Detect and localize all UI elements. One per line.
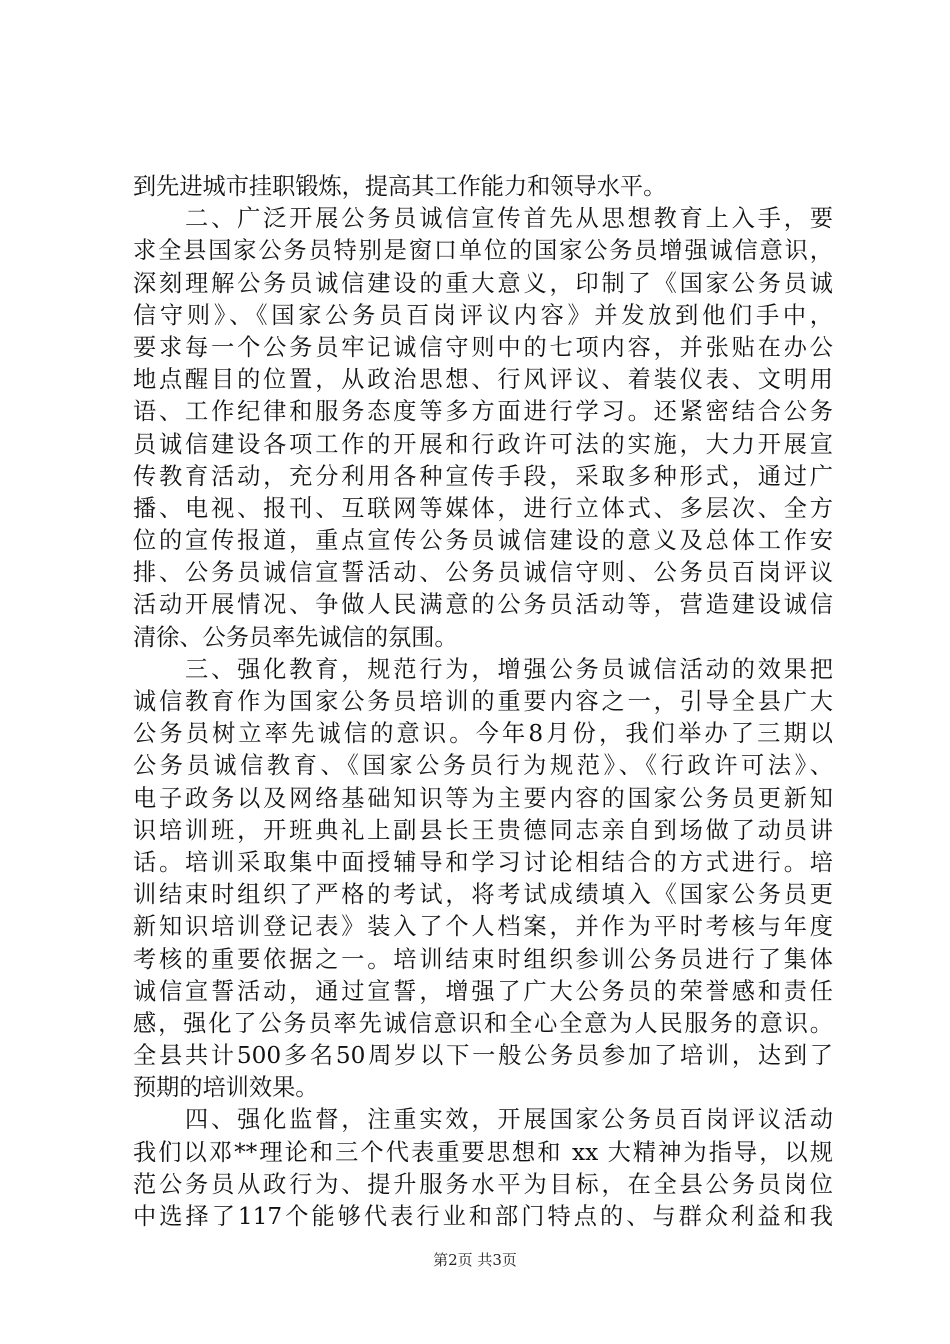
text-line: 电子政务以及网络基础知识等为主要内容的国家公务员更新知 (133, 784, 833, 812)
text-line: 全县共计500多名50周岁以下一般公务员参加了培训，达到了 (133, 1042, 833, 1070)
text-line: 考核的重要依据之一。培训结束时组织参训公务员进行了集体 (133, 945, 833, 973)
text-line: 诚信宣誓活动，通过宣誓，增强了广大公务员的荣誉感和责任 (133, 977, 833, 1005)
text-line: 识培训班，开班典礼上副县长王贵德同志亲自到场做了动员讲 (133, 816, 833, 844)
text-line: 地点醒目的位置，从政治思想、行风评议、着装仪表、文明用 (133, 366, 833, 394)
text-line: 我们以邓**理论和三个代表重要思想和 xx 大精神为指导，以规 (133, 1138, 833, 1166)
text-line: 信守则》、《国家公务员百岗评议内容》并发放到他们手中， (133, 301, 833, 329)
text-line: 要求每一个公务员牢记诚信守则中的七项内容，并张贴在办公 (133, 333, 833, 361)
text-line: 范公务员从政行为、提升服务水平为目标，在全县公务员岗位 (133, 1170, 833, 1198)
text-line: 感，强化了公务员率先诚信意识和全心全意为人民服务的意识。 (133, 1009, 833, 1037)
text-line: 员诚信建设各项工作的开展和行政许可法的实施，大力开展宣 (133, 430, 833, 458)
text-line: 求全县国家公务员特别是窗口单位的国家公务员增强诚信意识， (133, 237, 833, 265)
text-line: 清徐、公务员率先诚信的氛围。 (133, 623, 458, 651)
text-line: 四、强化监督，注重实效，开展国家公务员百岗评议活动 (133, 1106, 833, 1134)
text-line: 位的宣传报道，重点宣传公务员诚信建设的意义及总体工作安 (133, 527, 833, 555)
page-number: 第2页 共3页 (433, 1251, 517, 1269)
text-line: 话。培训采取集中面授辅导和学习讨论相结合的方式进行。培 (133, 848, 833, 876)
text-line: 活动开展情况、争做人民满意的公务员活动等，营造建设诚信 (133, 591, 833, 619)
page-footer (0, 1250, 950, 1270)
text-line: 深刻理解公务员诚信建设的重大意义，印制了《国家公务员诚 (133, 269, 833, 297)
text-line: 排、公务员诚信宣誓活动、公务员诚信守则、公务员百岗评议 (133, 559, 833, 587)
text-line: 训结束时组织了严格的考试，将考试成绩填入《国家公务员更 (133, 881, 833, 909)
text-line: 到先进城市挂职锻炼，提高其工作能力和领导水平。 (133, 173, 667, 200)
text-line: 二、广泛开展公务员诚信宣传首先从思想教育上入手，要 (133, 205, 833, 233)
body-text (133, 171, 833, 1233)
text-line: 传教育活动，充分利用各种宣传手段，采取多种形式，通过广 (133, 462, 833, 490)
text-line: 语、工作纪律和服务态度等多方面进行学习。还紧密结合公务 (133, 398, 833, 426)
text-line: 三、强化教育，规范行为，增强公务员诚信活动的效果把 (133, 655, 833, 683)
text-line: 播、电视、报刊、互联网等媒体，进行立体式、多层次、全方 (133, 494, 833, 522)
text-line: 公务员诚信教育、《国家公务员行为规范》、《行政许可法》、 (133, 752, 833, 780)
text-line: 公务员树立率先诚信的意识。今年8月份，我们举办了三期以 (133, 720, 833, 748)
text-line: 诚信教育作为国家公务员培训的重要内容之一，引导全县广大 (133, 688, 833, 715)
text-line: 新知识培训登记表》装入了个人档案，并作为平时考核与年度 (133, 913, 833, 941)
text-line: 中选择了117个能够代表行业和部门特点的、与群众利益和我 (133, 1203, 833, 1230)
text-line: 预期的培训效果。 (133, 1074, 319, 1102)
